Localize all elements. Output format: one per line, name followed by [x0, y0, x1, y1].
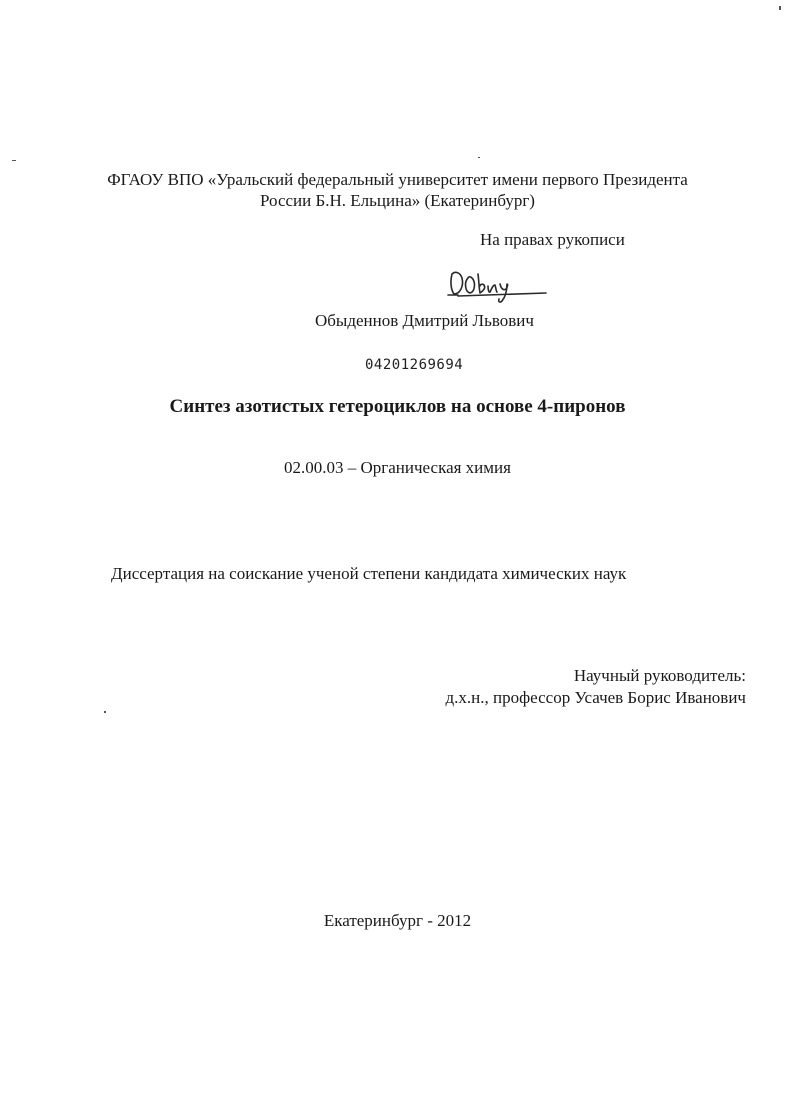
specialty-code: 02.00.03 – Органическая химия: [284, 458, 511, 477]
author-name: Обыденнов Дмитрий Львович: [315, 311, 534, 330]
city-year: Екатеринбург - 2012: [323, 911, 472, 930]
scan-speck: [779, 6, 781, 10]
scan-speck: [104, 711, 106, 713]
university-header-line-1: ФГАОУ ВПО «Уральский федеральный университет имени первого Президента: [107, 170, 688, 189]
scan-speck: [12, 160, 16, 161]
degree-statement: Диссертация на соискание ученой степени кандидата химических наук: [111, 564, 627, 583]
registration-number: 04201269694: [365, 357, 464, 373]
dissertation-title: Синтез азотистых гетероциклов на основе 4-пиронов: [169, 396, 626, 417]
signature-image: [446, 264, 550, 304]
university-header-line-2: России Б.Н. Ельцина» (Екатеринбург): [260, 191, 535, 210]
scan-speck: [478, 157, 480, 158]
supervisor-label: Научный руководитель:: [573, 666, 746, 685]
manuscript-note: На правах рукописи: [480, 230, 625, 249]
supervisor-name: д.х.н., профессор Усачев Борис Иванович: [445, 688, 746, 707]
